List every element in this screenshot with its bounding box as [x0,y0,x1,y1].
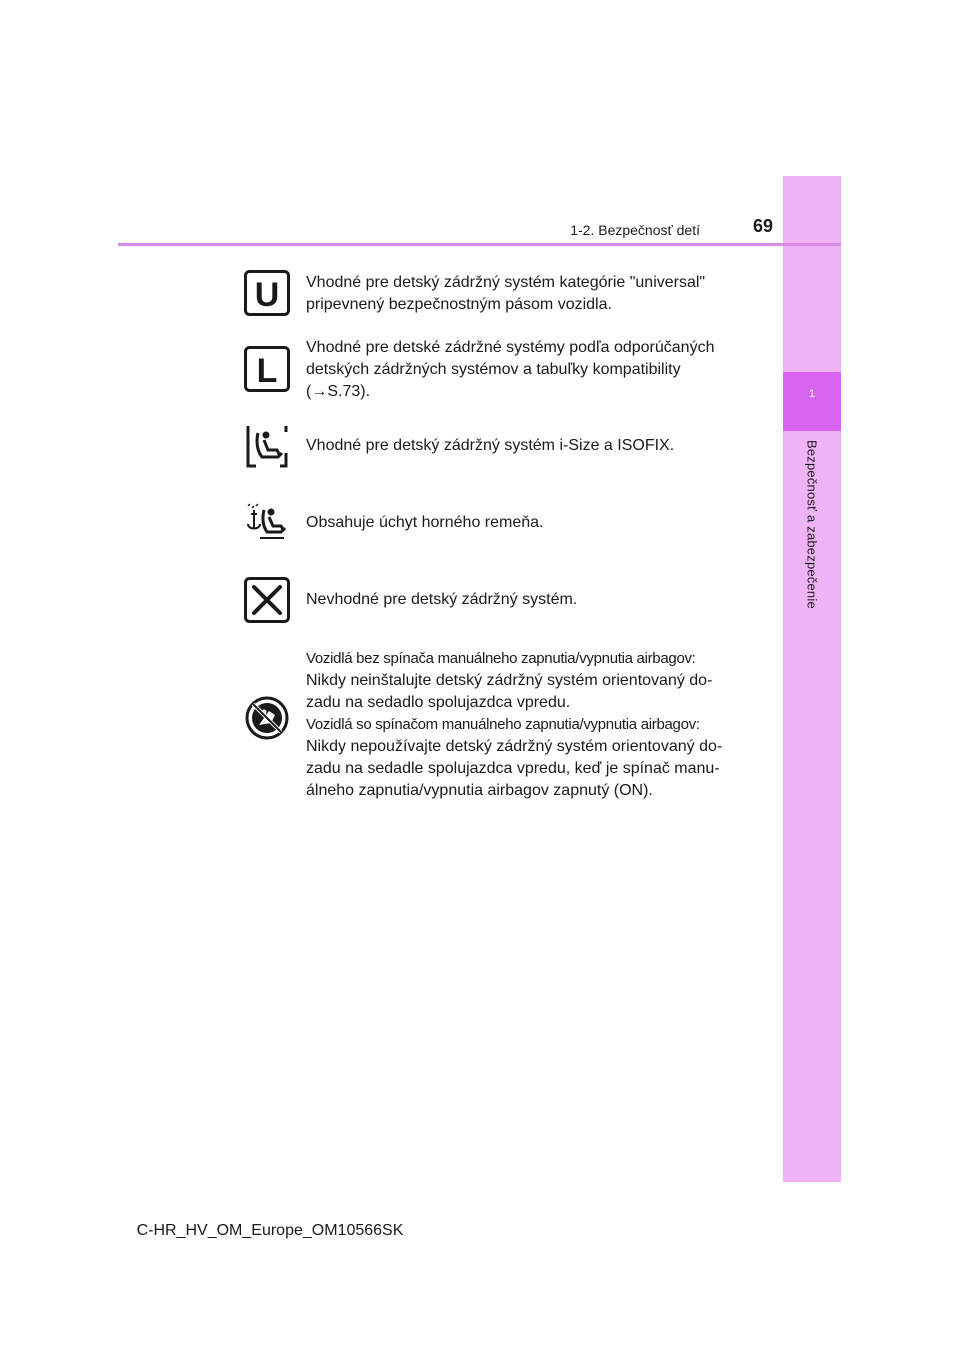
item-text-line: Nikdy neinštalujte detský zádržný systém orientovaný do- [306,672,713,689]
not-suitable-x-icon [244,577,290,623]
item-text-line: zadu na sedadlo spolujazdca vpredu. [306,694,571,711]
item-text-line: Vhodné pre detský zádržný systém i-Size a ISOFIX. [306,437,675,454]
page-number: 69 [752,216,773,236]
item-text-line: detských zádržných systémov a tabuľky kompatibility [306,361,681,378]
chapter-sidebar [783,176,841,1182]
isofix-seat-icon [244,423,290,469]
top-tether-anchor-icon [244,500,290,546]
item-text-line: Vozidlá bez spínača manuálneho zapnutia/vypnutia airbagov: [306,650,696,667]
item-text-line: Nevhodné pre detský zádržný systém. [306,591,578,608]
chapter-number: 1 [808,388,816,400]
item-text-line: Vozidlá so spínačom manuálneho zapnutia/vypnutia airbagov: [306,716,700,733]
item-text-line: álneho zapnutia/vypnutia airbagov zapnutý (ON). [306,782,653,799]
item-text-line: Vhodné pre detský zádržný systém kategórie "universal" [306,274,706,291]
item-text-line: pripevnený bezpečnostným pásom vozidla. [306,296,612,313]
universal-u-icon [244,270,290,316]
svg-text:U: U [254,276,280,314]
link-reference[interactable]: (→S.73). [306,383,371,400]
document-code: C-HR_HV_OM_Europe_OM10566SK [136,1222,404,1239]
no-rear-facing-seat-icon [244,695,290,741]
svg-text:L: L [256,352,278,390]
header-divider [118,243,841,246]
chapter-title: Bezpečnosť a zabezpečenie [804,440,820,609]
item-text-line: Vhodné pre detské zádržné systémy podľa odporúčaných [306,339,715,356]
chapter-tab[interactable] [783,372,841,431]
lettered-l-icon [244,346,290,392]
item-text-line: Obsahuje úchyt horného remeňa. [306,514,544,531]
item-text-line: zadu na sedadle spolujazdca vpredu, keď je spínač manu- [306,760,720,777]
item-text-line: Nikdy nepoužívajte detský zádržný systém orientovaný do- [306,738,723,755]
section-title: 1-2. Bezpečnosť detí [570,222,700,238]
